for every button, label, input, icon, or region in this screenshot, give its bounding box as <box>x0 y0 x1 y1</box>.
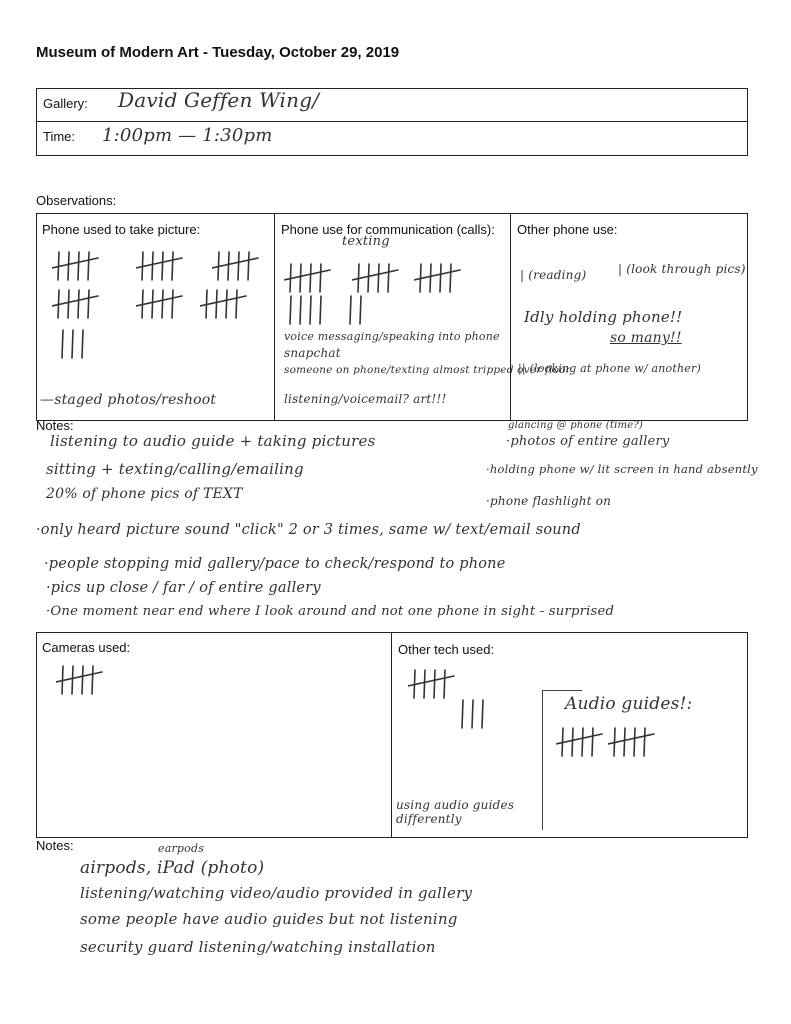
notes-right-3: ·holding phone w/ lit screen in hand absently <box>486 462 758 476</box>
col-other-item-3: Idly holding phone!! <box>524 308 683 326</box>
notes2-line-3: some people have audio guides but not listening <box>80 910 458 928</box>
audio-guides-title: Audio guides!: <box>565 694 693 714</box>
picture-tally-4 <box>52 284 102 324</box>
notes-left-3: 20% of phone pics of TEXT <box>46 486 243 502</box>
notes-left-2: sitting + texting/calling/emailing <box>46 460 304 478</box>
notes-heading-1: Notes: <box>36 418 74 433</box>
col-other-item-4: so many!! <box>610 330 682 346</box>
notes-right-4: ·phone flashlight on <box>486 494 612 508</box>
gallery-label: Gallery: <box>43 96 88 111</box>
audio-tally-2 <box>608 722 658 762</box>
audio-tally-1 <box>556 722 606 762</box>
notes-bullet-2: ·people stopping mid gallery/pace to check/respond to phone <box>44 556 506 572</box>
time-value: 1:00pm — 1:30pm <box>102 125 273 146</box>
picture-tally-7 <box>56 324 106 364</box>
observations-divider-2 <box>510 213 511 421</box>
notes-bullet-3: ·pics up close / far / of entire gallery <box>46 580 321 596</box>
other-tech-title: Other tech used: <box>398 642 495 657</box>
notes2-annotation: earpods <box>158 842 205 855</box>
devices-divider <box>391 632 392 838</box>
col-communication-note-2: snapchat <box>284 346 341 360</box>
notes2-line-2: listening/watching video/audio provided in gallery <box>80 884 473 902</box>
page-title: Museum of Modern Art - Tuesday, October 29, 2019 <box>36 44 400 61</box>
observations-divider-1 <box>274 213 275 421</box>
col-picture-title: Phone used to take picture: <box>42 222 201 237</box>
notes-bullet-4: ·One moment near end where I look around and not one phone in sight - surprised <box>46 604 615 619</box>
col-picture-note: —staged photos/reshoot <box>40 392 217 408</box>
communication-tally-5 <box>344 290 394 330</box>
col-communication-note-1: voice messaging/speaking into phone <box>284 330 500 343</box>
cameras-title: Cameras used: <box>42 640 131 655</box>
time-label: Time: <box>43 129 76 144</box>
notes-right-1: glancing @ phone (time?) <box>508 420 643 431</box>
picture-tally-2 <box>136 246 186 286</box>
col-communication-note-4: listening/voicemail? art!!! <box>284 392 447 406</box>
picture-tally-3 <box>212 246 262 286</box>
audio-guides-bracket-top <box>542 690 582 691</box>
notes-heading-2: Notes: <box>36 838 74 853</box>
picture-tally-1 <box>52 246 102 286</box>
notes-left-1: listening to audio guide + taking pictures <box>50 432 376 450</box>
notes-bullet-1: ·only heard picture sound "click" 2 or 3 times, same w/ text/email sound <box>36 522 581 538</box>
communication-tally-3 <box>414 258 464 298</box>
audio-guides-note: using audio guides differently <box>396 798 515 826</box>
notes-right-2: ·photos of entire gallery <box>506 434 670 449</box>
observations-heading: Observations: <box>36 193 117 208</box>
notes2-line-4: security guard listening/watching installation <box>80 938 436 956</box>
col-communication-title: Phone use for communication (calls): <box>281 222 495 237</box>
tech-tally-1 <box>408 664 458 704</box>
col-other-title: Other phone use: <box>517 222 618 237</box>
picture-tally-6 <box>200 284 250 324</box>
col-other-item-1: | (reading) <box>520 268 587 282</box>
info-divider <box>36 121 748 122</box>
col-communication-annotation: texting <box>342 234 390 249</box>
communication-tally-4 <box>284 290 334 330</box>
tech-tally-2 <box>456 694 506 734</box>
col-communication-note-3: someone on phone/texting almost tripped over floor <box>284 364 571 376</box>
camera-tally-1 <box>56 660 106 700</box>
notes2-line-1: airpods, iPad (photo) <box>80 858 265 878</box>
col-other-item-2: | (look through pics) <box>618 262 746 276</box>
picture-tally-5 <box>136 284 186 324</box>
gallery-value: David Geffen Wing/ <box>118 88 320 112</box>
col-other-item-5: || (looking at phone w/ another) <box>518 362 701 375</box>
